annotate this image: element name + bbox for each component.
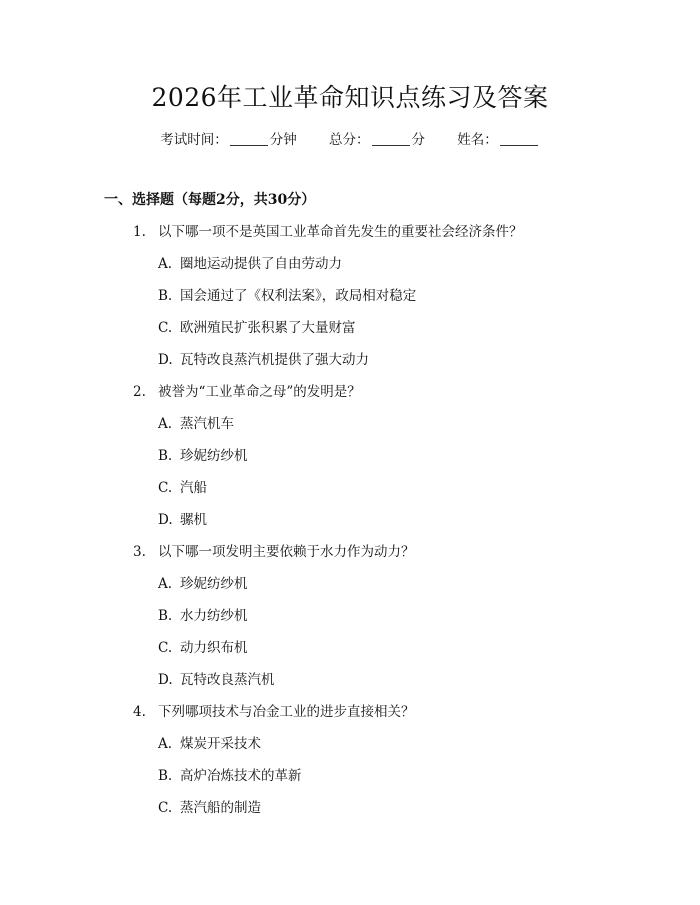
option-text: 瓦特改良蒸汽机: [180, 672, 275, 688]
answer-option: [0, 446, 700, 478]
option-letter: B.: [158, 608, 173, 624]
answer-option: [0, 350, 700, 382]
option-letter: A.: [158, 576, 173, 592]
total-score-field: [329, 130, 425, 150]
option-text: 瓦特改良蒸汽机提供了强大动力: [180, 352, 369, 368]
question-text: 以下哪一项发明主要依赖于水力作为动力？: [158, 544, 415, 560]
option-text: 珍妮纺纱机: [180, 576, 248, 592]
question-stem: [0, 382, 700, 414]
option-letter: D.: [158, 352, 173, 368]
option-letter: B.: [158, 768, 173, 784]
option-letter: C.: [158, 320, 173, 336]
question-stem: [0, 222, 700, 254]
option-letter: C.: [158, 640, 173, 656]
option-text: 蒸汽机车: [180, 416, 234, 432]
option-letter: A.: [158, 416, 173, 432]
page-title: 2026年工业革命知识点练习及答案: [151, 83, 549, 112]
answer-option: [0, 510, 700, 542]
section-heading: 一、选择题（每题2分，共30分）: [104, 192, 316, 208]
exam-time-field: [160, 130, 297, 150]
option-text: 汽船: [180, 480, 207, 496]
answer-option: [0, 478, 700, 510]
total-score-blank: [372, 131, 410, 146]
answer-option: [0, 414, 700, 446]
answer-option: [0, 286, 700, 318]
option-text: 圈地运动提供了自由劳动力: [180, 256, 342, 272]
option-text: 骡机: [180, 512, 207, 528]
question-text: 下列哪项技术与冶金工业的进步直接相关？: [158, 704, 415, 720]
exam-time-blank: [230, 131, 268, 146]
option-text: 欧洲殖民扩张积累了大量财富: [180, 320, 356, 336]
option-text: 蒸汽船的制造: [180, 800, 261, 816]
total-score-unit: 分: [411, 132, 425, 148]
option-letter: A.: [158, 256, 173, 272]
exam-time-label: 考试时间：: [160, 132, 228, 148]
option-letter: C.: [158, 800, 173, 816]
option-text: 国会通过了《权利法案》，政局相对稳定: [180, 288, 417, 304]
question-number: 3.: [133, 544, 146, 560]
name-label: 姓名：: [457, 132, 498, 148]
answer-option: [0, 574, 700, 606]
answer-option: [0, 670, 700, 702]
total-score-label: 总分：: [329, 132, 370, 148]
answer-option: [0, 606, 700, 638]
option-text: 高炉冶炼技术的革新: [180, 768, 302, 784]
question-list: [0, 222, 700, 830]
answer-option: [0, 766, 700, 798]
question-number: 2.: [133, 384, 146, 400]
option-letter: D.: [158, 672, 173, 688]
question-text: 以下哪一项不是英国工业革命首先发生的重要社会经济条件？: [158, 224, 523, 240]
name-blank: [500, 131, 538, 146]
answer-option: [0, 798, 700, 830]
exam-time-unit: 分钟: [269, 132, 297, 148]
question-number: 1.: [133, 224, 146, 240]
answer-option: [0, 734, 700, 766]
answer-option: [0, 254, 700, 286]
question-text: 被誉为“工业革命之母”的发明是？: [158, 384, 361, 400]
option-letter: C.: [158, 480, 173, 496]
option-letter: B.: [158, 288, 173, 304]
exam-meta: [0, 130, 700, 150]
option-text: 煤炭开采技术: [180, 736, 261, 752]
question-number: 4.: [133, 704, 146, 720]
option-letter: B.: [158, 448, 173, 464]
option-letter: D.: [158, 512, 173, 528]
answer-option: [0, 638, 700, 670]
question-stem: [0, 542, 700, 574]
option-letter: A.: [158, 736, 173, 752]
name-field: [457, 130, 540, 150]
question-stem: [0, 702, 700, 734]
answer-option: [0, 318, 700, 350]
option-text: 动力织布机: [180, 640, 248, 656]
option-text: 水力纺纱机: [180, 608, 248, 624]
option-text: 珍妮纺纱机: [180, 448, 248, 464]
